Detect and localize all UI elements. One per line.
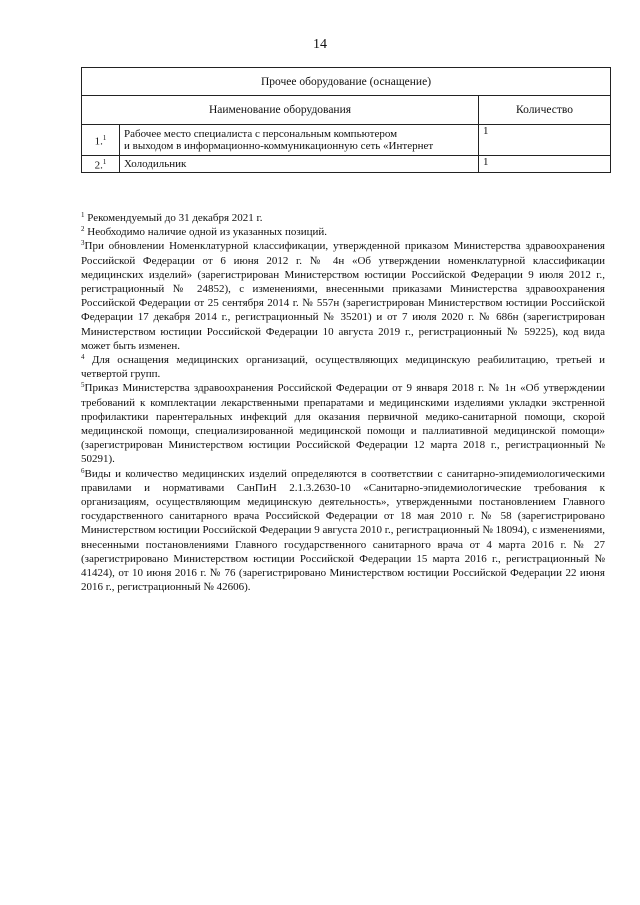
equipment-name-line: Рабочее место специалиста с персональным компьютером: [124, 128, 398, 140]
table-row: [82, 125, 611, 156]
column-header-name: Наименование оборудования: [82, 96, 479, 125]
footnotes: [81, 211, 605, 594]
table-row: [82, 156, 611, 173]
equipment-name: Холодильник: [120, 156, 479, 173]
footnote: $^2$ Необходимо наличие одной из указанных позиций.: [81, 225, 328, 239]
page-number: 14: [313, 37, 327, 52]
equipment-quantity: 1: [479, 156, 611, 173]
table-caption: Прочее оборудование (оснащение): [82, 68, 611, 96]
row-number: 2.$^1$: [82, 156, 120, 173]
column-header-quantity: Количество: [479, 96, 611, 125]
footnote: $^1$ Рекомендуемый до 31 декабря 2021 г.: [81, 211, 263, 224]
equipment-name: [120, 125, 479, 156]
footnote: $^6$Виды и количество медицинских изделий определяются в соответствии с санитарно-эпидемиологическими правилами и нормативами СанПиН 2.1.3.2630-10 «Санитарно-эпидемиологические требования к организациям, осуществляющим медицинскую деятельность», утвержденными постановлением Главного государственного санитарного врача Российской Федерации от 18 мая 2010 г. № 58 (зарегистрировано Министерством юстиции Российской Федерации 9 августа 2010 г., регистрационный № 18094), с изменениями, внесенными постановлениями Главного государственного санитарного врача от 4 марта 2016 г. № 27 (зарегистрировано Министерством юстиции Российской Федерации 15 марта 2016 г., регистрационный № 41424), от 10 июня 2016 г. № 76 (зарегистрировано Министерством юстиции Российской Федерации 22 июня 2016 г., регистрационный № 42606).: [81, 466, 605, 594]
equipment-quantity: 1: [479, 125, 611, 156]
footnote: $^3$При обновлении Номенклатурной классификации, утвержденной приказом Министерства здравоохранения Российской Федерации от 6 июня 2012 г. № 4н «Об утверждении номенклатурной классификации медицинских изделий» (зарегистрирован Министерством юстиции Российской Федерации 9 июля 2012 г., регистрационный № 24852), с изменениями, внесенными приказами Министерства здравоохранения Российской Федерации от 25 сентября 2014 г. № 557н (зарегистрирован Министерством юстиции Российской Федерации 17 декабря 2014 г., регистрационный № 35201) и от 7 июля 2020 г. № 686н (зарегистрирован Министерством юстиции Российской Федерации 10 августа 2019 г., регистрационный № 59225), код вида может быть изменен.: [81, 239, 605, 352]
footnote: $^4$ Для оснащения медицинских организаций, осуществляющих медицинскую реабилитацию, третьей и четвертой групп.: [81, 353, 605, 381]
footnote: $^5$Приказ Министерства здравоохранения Российской Федерации от 9 января 2018 г. № 1н «Об утверждении требований к комплектации лекарственными препаратами и медицинскими изделиями укладки экстренной профилактики парентеральных инфекций для оказания первичной медико-санитарной помощи, скорой медицинской помощи, специализированной медицинской помощи и паллиативной медицинской помощи» (зарегистрирован Министерством юстиции Российской Федерации 12 марта 2018 г., регистрационный № 50291).: [81, 381, 605, 466]
equipment-name-line: и выходом в информационно-коммуникационную сеть «Интернет: [124, 140, 434, 152]
equipment-table: [81, 67, 611, 173]
row-number: 1.$^1$: [82, 125, 120, 156]
